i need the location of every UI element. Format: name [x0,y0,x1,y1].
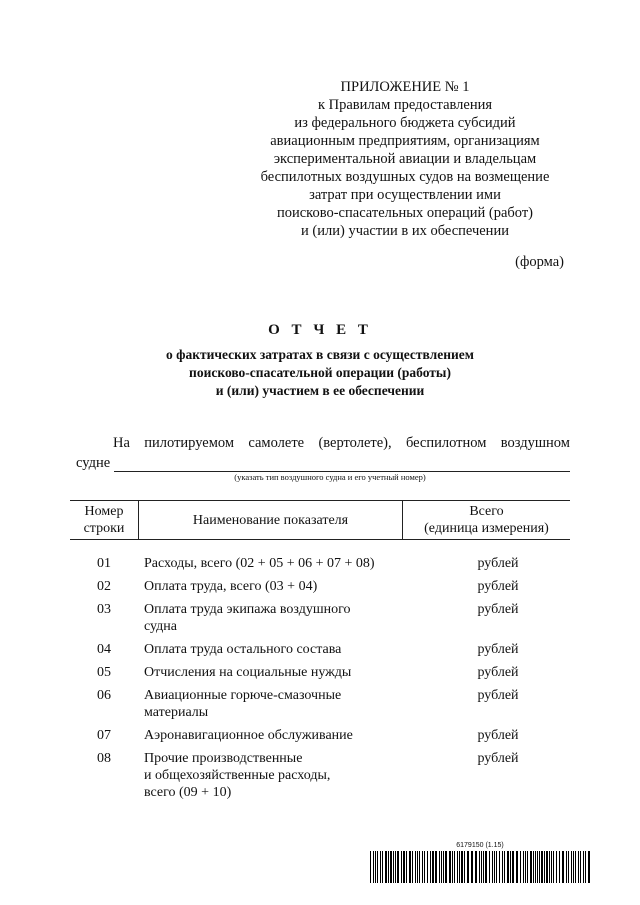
appendix-line: беспилотных воздушных судов на возмещение [260,169,550,185]
intro-line [76,434,570,452]
row-name-line: материалы [144,705,209,720]
appendix-line: ПРИЛОЖЕНИЕ № 1 [340,79,470,95]
aircraft-type-blank[interactable] [114,457,570,472]
row-number: 07 [97,728,111,743]
table-header [70,500,570,540]
table-row [70,727,570,744]
appendix-line: и (или) участии в их обеспечении [301,223,509,239]
appendix-header [240,78,570,240]
row-number: 05 [97,665,111,680]
row-name-line: Оплата труда остального состава [144,642,342,657]
table-row [70,687,570,721]
appendix-line: поисково-спасательных операций (работ) [276,205,534,221]
barcode-block [370,842,590,886]
table-row [70,750,570,801]
row-unit: рублей [477,602,519,617]
row-name-line: Расходы, всего (02 + 05 + 06 + 07 + 08) [144,556,375,571]
intro-word: беспилотном [405,435,487,451]
row-number: 03 [97,602,111,617]
row-name [138,727,400,744]
row-unit: рублей [477,688,519,703]
table-row [70,664,570,681]
row-number: 04 [97,642,111,657]
row-name [138,664,400,681]
table-row [70,641,570,658]
report-subtitle [0,346,640,400]
row-name-line: всего (09 + 10) [144,785,232,800]
row-name [138,750,400,801]
row-name-line: Прочие производственные [144,751,303,766]
intro-line-second [76,454,570,472]
header-indicator-name: Наименование показателя [139,501,403,539]
header-text: Всего [469,504,504,519]
row-number: 02 [97,579,111,594]
row-unit: рублей [477,728,519,743]
report-subtitle-line: поисково-спасательной операции (работы) [189,365,451,380]
intro-word: воздушном [500,435,570,451]
table-row [70,555,570,572]
table-row [70,601,570,635]
header-text: строки [83,521,125,536]
appendix-line: из федерального бюджета субсидий [294,115,516,131]
form-label: (форма) [515,254,564,270]
report-subtitle-line: о фактических затратах в связи с осуществлением [166,347,474,362]
row-unit: рублей [477,665,519,680]
barcode-number: 6179150 (1.15) [456,842,504,849]
header-row-number [70,501,139,539]
row-unit: рублей [477,579,519,594]
row-name [138,641,400,658]
report-subtitle-line: и (или) участием в ее обеспечении [215,383,425,398]
row-number: 06 [97,688,111,703]
appendix-line: авиационным предприятиям, организациям [270,133,540,149]
intro-word: На [113,435,130,451]
row-name [138,601,400,635]
row-name-line: Оплата труда экипажа воздушного [144,602,351,617]
table-row [70,578,570,595]
header-total-unit [403,501,570,539]
row-unit: рублей [477,751,519,766]
intro-word: самолете [248,435,305,451]
barcode-image [370,851,590,883]
aircraft-type-hint: (указать тип воздушного судна и его учетный номер) [234,472,426,482]
row-number: 01 [97,556,111,571]
row-name-line: Авиационные горюче-смазочные [144,688,342,703]
appendix-line: экспериментальной авиации и владельцам [273,151,537,167]
row-name-line: Отчисления на социальные нужды [144,665,352,680]
row-name-line: Оплата труда, всего (03 + 04) [144,579,318,594]
intro-word: пилотируемом [144,435,235,451]
intro-word: судне [76,455,111,471]
row-name [138,555,400,572]
report-title: О Т Ч Е Т [268,322,372,338]
row-name [138,687,400,721]
row-name [138,578,400,595]
row-name-line: судна [144,619,177,634]
appendix-line: к Правилам предоставления [317,97,493,113]
row-name-line: Аэронавигационное обслуживание [144,728,353,743]
intro-word: (вертолете), [318,435,392,451]
row-number: 08 [97,751,111,766]
table-body [70,555,570,801]
row-unit: рублей [477,642,519,657]
row-unit: рублей [477,556,519,571]
header-text: (единица измерения) [424,521,549,536]
appendix-line: затрат при осуществлении ими [309,187,501,203]
header-text: Номер [84,504,124,519]
row-name-line: и общехозяйственные расходы, [144,768,331,783]
aircraft-intro [76,434,570,472]
